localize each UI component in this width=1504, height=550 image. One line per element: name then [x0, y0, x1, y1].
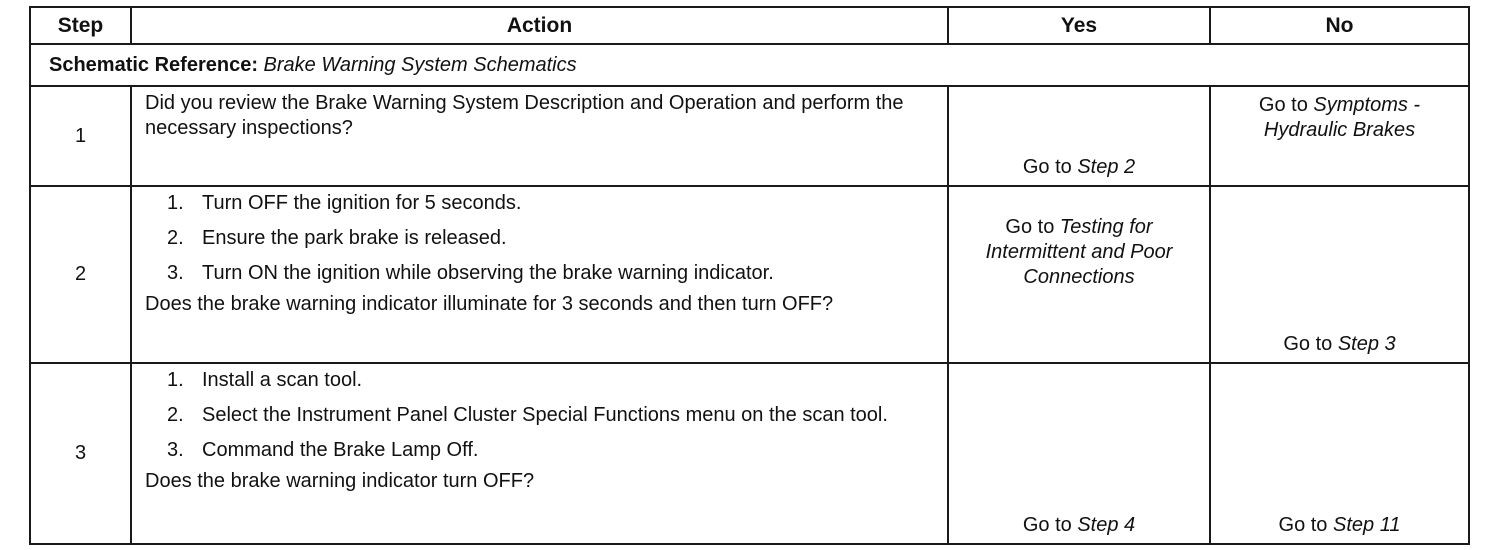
action-cell	[131, 186, 948, 363]
yes-link[interactable]: Step 4	[1077, 514, 1136, 536]
yes-prefix: Go to	[1022, 514, 1072, 536]
action-question: Does the brake warning indicator turn OFF?	[145, 470, 535, 492]
step-number: 1	[30, 86, 131, 186]
no-link[interactable]: Step 11	[1333, 514, 1401, 536]
list-item: 3. Turn ON the ignition while observing the brake warning indicator.	[167, 262, 774, 284]
no-prefix: Go to	[1283, 333, 1333, 355]
header-action: Action	[131, 7, 948, 44]
action-question: Did you review the Brake Warning System Description and Operation and perform the necessary inspections?	[145, 92, 904, 139]
no-cell	[1210, 86, 1469, 186]
yes-link[interactable]: Testing for Intermittent and Poor Connections	[985, 216, 1173, 288]
yes-cell	[948, 363, 1210, 544]
yes-prefix: Go to	[1005, 216, 1055, 238]
no-prefix: Go to	[1258, 94, 1308, 116]
action-steps-list	[145, 368, 935, 463]
yes-cell	[948, 86, 1210, 186]
header-row	[30, 7, 1469, 44]
no-cell	[1210, 186, 1469, 363]
yes-link[interactable]: Step 2	[1077, 156, 1136, 178]
diagnostic-table	[29, 6, 1470, 545]
table-row	[30, 363, 1469, 544]
list-item: 2. Select the Instrument Panel Cluster Special Functions menu on the scan tool.	[167, 404, 888, 426]
action-question: Does the brake warning indicator illuminate for 3 seconds and then turn OFF?	[145, 293, 834, 315]
table-row	[30, 186, 1469, 363]
list-item: 1. Install a scan tool.	[167, 369, 363, 391]
step-number: 2	[30, 186, 131, 363]
list-item: 3. Command the Brake Lamp Off.	[167, 439, 479, 461]
no-link[interactable]: Symptoms - Hydraulic Brakes	[1263, 94, 1421, 141]
no-link[interactable]: Step 3	[1337, 333, 1396, 355]
header-no: No	[1210, 7, 1469, 44]
schematic-reference-row	[30, 44, 1469, 86]
action-steps-list	[145, 191, 935, 286]
action-cell	[131, 363, 948, 544]
no-cell	[1210, 363, 1469, 544]
yes-cell	[948, 186, 1210, 363]
list-item: 2. Ensure the park brake is released.	[167, 227, 507, 249]
schematic-reference-label: Schematic Reference:	[49, 53, 258, 76]
header-step: Step	[30, 7, 131, 44]
schematic-reference-link[interactable]: Brake Warning System Schematics	[263, 53, 577, 76]
action-cell	[131, 86, 948, 186]
header-yes: Yes	[948, 7, 1210, 44]
table-row	[30, 86, 1469, 186]
step-number: 3	[30, 363, 131, 544]
yes-prefix: Go to	[1022, 156, 1072, 178]
schematic-reference	[30, 44, 1469, 86]
list-item: 1. Turn OFF the ignition for 5 seconds.	[167, 192, 522, 214]
no-prefix: Go to	[1278, 514, 1328, 536]
